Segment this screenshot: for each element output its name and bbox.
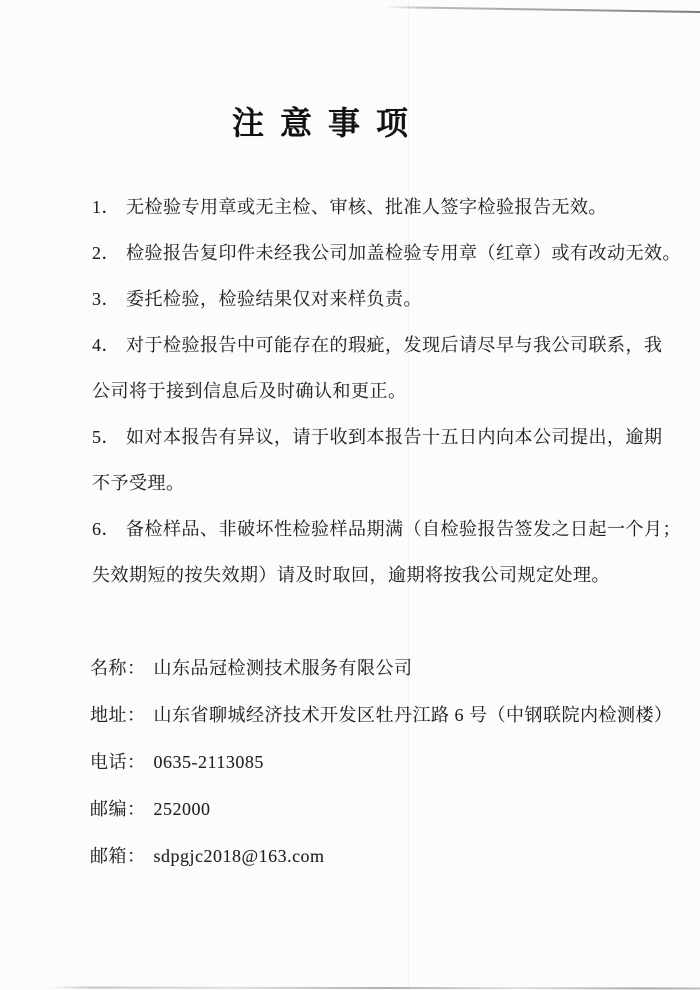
contact-row-address — [90, 692, 673, 739]
scan-edge-artifact-top-right — [384, 6, 700, 13]
note-item-3 — [92, 276, 637, 322]
note-number: 3． — [92, 289, 120, 309]
note-number: 1． — [92, 197, 120, 217]
note-text: 无检验专用章或无主检、审核、批准人签字检验报告无效。 — [126, 197, 607, 217]
note-text: 委托检验，检验结果仅对来样负责。 — [126, 289, 422, 309]
note-text: 对于检验报告中可能存在的瑕疵，发现后请尽早与我公司联系，我 — [126, 335, 663, 355]
note-item-4 — [92, 322, 663, 414]
note-text-continuation: 失效期短的按失效期）请及时取回，逾期将按我公司规定处理。 — [92, 565, 610, 585]
contact-value: 252000 — [153, 799, 211, 819]
note-text-continuation: 不予受理。 — [92, 473, 185, 493]
note-number: 4． — [92, 335, 120, 355]
note-item-1 — [92, 184, 637, 230]
note-number: 2． — [92, 243, 120, 263]
contact-value: 山东省聊城经济技术开发区牡丹江路 6 号（中钢联院内检测楼） — [153, 705, 673, 725]
note-text: 如对本报告有异议，请于收到本报告十五日内向本公司提出，逾期 — [126, 427, 663, 447]
note-number: 6． — [92, 519, 120, 539]
contact-label: 邮箱： — [90, 846, 146, 866]
contact-row-name — [90, 645, 650, 692]
contact-value: 山东品冠检测技术服务有限公司 — [153, 658, 413, 678]
note-text: 检验报告复印件未经我公司加盖检验专用章（红章）或有改动无效。 — [126, 243, 681, 263]
contact-label: 地址： — [90, 705, 146, 725]
note-item-5 — [92, 414, 663, 506]
note-text-continuation: 公司将于接到信息后及时确认和更正。 — [92, 381, 407, 401]
note-item-6 — [92, 506, 681, 598]
contact-row-postcode — [90, 786, 650, 833]
scan-edge-artifact-bottom — [48, 987, 700, 990]
notes-list — [92, 184, 681, 598]
contact-row-phone — [90, 739, 650, 786]
page-title: 注意事项 — [231, 105, 424, 141]
note-text: 备检样品、非破坏性检验样品期满（自检验报告签发之日起一个月； — [126, 519, 681, 539]
contact-label: 名称： — [90, 658, 146, 678]
contact-label: 邮编： — [90, 799, 146, 819]
note-item-2 — [92, 230, 681, 276]
contact-row-email — [90, 833, 650, 880]
note-number: 5． — [92, 427, 120, 447]
contact-value: 0635-2113085 — [153, 752, 264, 772]
contact-label: 电话： — [90, 752, 146, 772]
contact-value: sdpgjc2018@163.com — [153, 846, 325, 866]
contact-info-block — [90, 645, 673, 880]
